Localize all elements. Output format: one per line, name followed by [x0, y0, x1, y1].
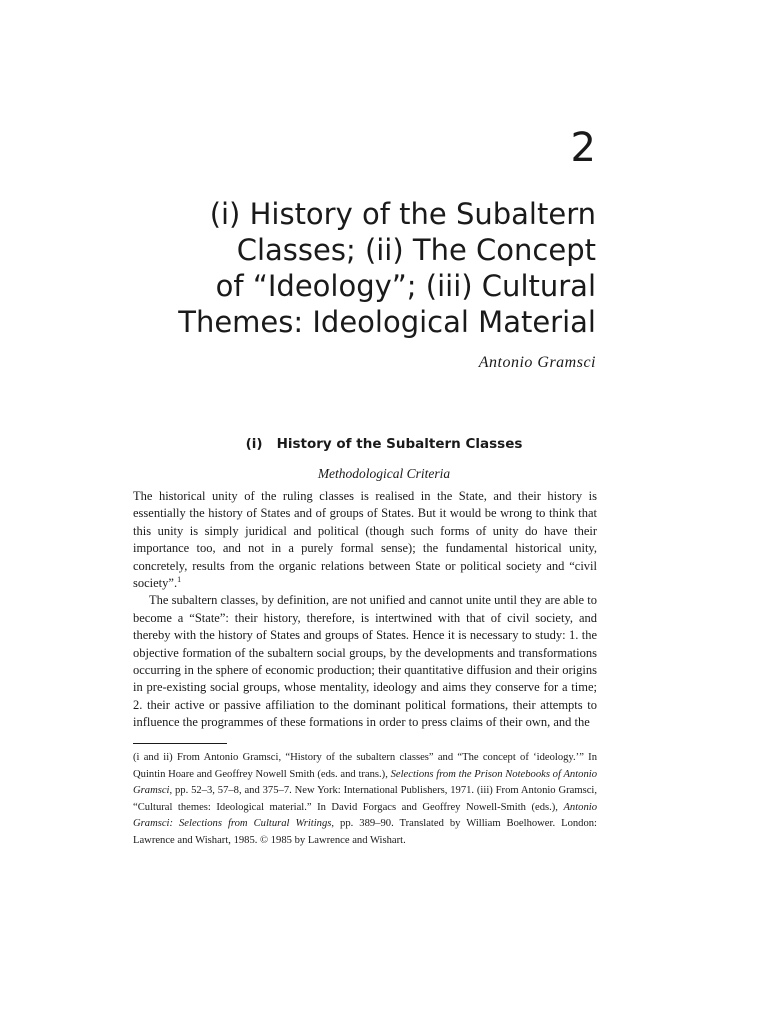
footnote-divider — [133, 743, 227, 744]
author-name: Antonio Gramsci — [478, 354, 596, 371]
chapter-title-line: of “Ideology”; (iii) Cultural — [215, 269, 596, 303]
footnote-book-title: Antonio Gramsci: Selections from Cultural Writings — [133, 801, 597, 830]
chapter-title — [126, 196, 596, 340]
section-heading — [0, 436, 768, 452]
footnote — [133, 750, 597, 850]
body-text — [133, 488, 597, 732]
chapter-title-line: Classes; (ii) The Concept — [236, 233, 596, 267]
footnote-book-title: Selections from the Prison Notebooks of Antonio Gramsci — [133, 768, 597, 797]
footnote-text: , pp. 389–90. Translated by William Boelhower. London: Lawrence and Wishart, 1985. © 1985 by Lawrence and Wishart. — [133, 818, 598, 846]
section-subheading: Methodological Criteria — [317, 466, 451, 481]
footnote-text: (i and ii) From Antonio Gramsci, “History of the subaltern classes” and “The concept of ‘ideology.’” In Quintin Hoare and Geoffrey Nowell Smith (eds. and trans.), — [133, 752, 597, 780]
chapter-title-line: Themes: Ideological Material — [178, 305, 596, 339]
chapter-number: 2 — [570, 125, 596, 171]
footnote-marker: 1 — [177, 574, 182, 584]
footnote-text: , pp. 52–3, 57–8, and 375–7. New York: International Publishers, 1971. (iii) From Antonio Gramsci, “Cultural themes: Ideological material.” In David Forgacs and Geoffrey Nowell-Smith (eds.), — [133, 785, 597, 813]
paragraph — [133, 488, 597, 592]
paragraph: The subaltern classes, by definition, are not unified and cannot unite until they are able to become a “State”: their history, therefore, is intertwined with that of civil society, and thereby with the history of States and groups of States. Hence it is necessary to study: 1. the objective formation of the subaltern social groups, by the developments and transformations occurring in the sphere of economic production; their quantitative diffusion and their origins in pre-existing social groups, whose mentality, ideology and aims they conserve for a time; 2. their active or passive affiliation to the dominant political formations, their attempts to influence the programmes of these formations in order to press claims of their own, and the — [133, 593, 597, 730]
chapter-title-line: (i) History of the Subaltern — [209, 197, 596, 231]
paragraph-text: The historical unity of the ruling classes is realised in the State, and their history is essentially the history of States and of groups of States. But it would be wrong to think that this unity is simply juridical and political (though such forms of unity do have their importance too, and not in a purely formal sense); the fundamental historical unity, concretely, results from the organic relations between State or political society and “civil society”. — [133, 489, 597, 591]
section-number: (i) — [245, 436, 263, 452]
section-title: History of the Subaltern Classes — [276, 436, 523, 452]
